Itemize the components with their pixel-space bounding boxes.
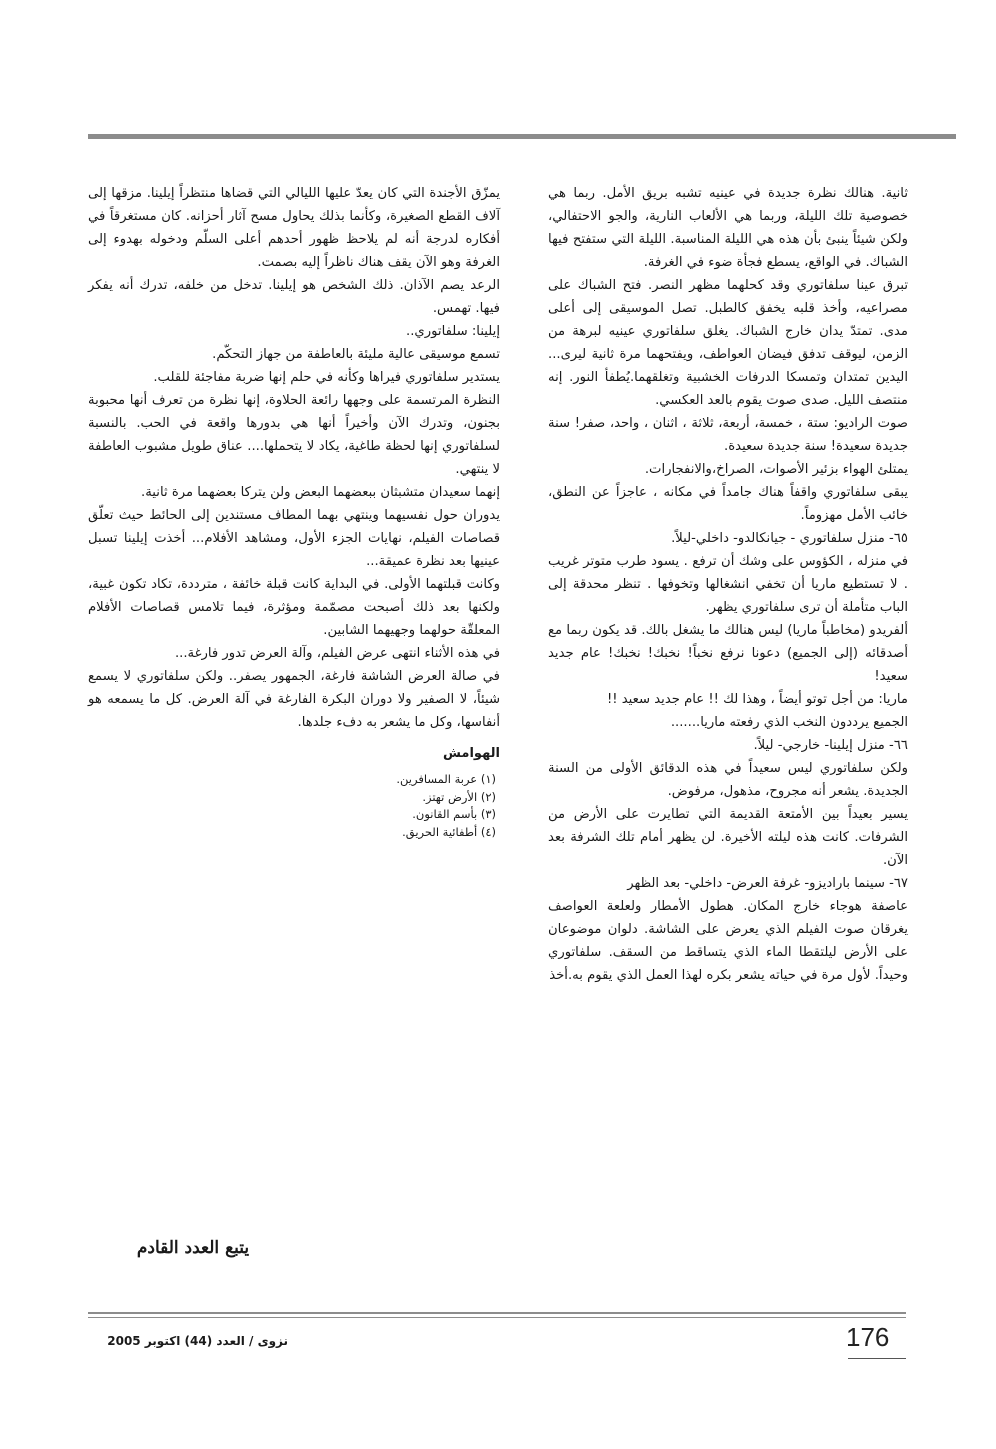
bottom-rule-thin xyxy=(88,1317,906,1318)
footnote-item: (٣) بأسم القانون. xyxy=(412,807,496,821)
paragraph: تسمع موسيقى عالية مليئة بالعاطفة من جهاز التحكّم. xyxy=(212,347,500,362)
paragraph: ثانية. هنالك نظرة جديدة في عينيه تشبه بريق الأمل. ربما هي خصوصية تلك الليلة، وربما هي الألعاب النارية، والجو الاحتفالي، ولكن شيئاً ينبئ بأن هذه هي الليلة المناسبة. الليلة التي ستفتح فيها الشباك. في الواقع، يسطع فجأة ضوء في الغرفة. xyxy=(548,186,908,270)
paragraph: الجميع يرددون النخب الذي رفعته ماريا....... xyxy=(670,715,908,730)
paragraph: يدوران حول نفسيهما وينتهي بهما المطاف مستندين إلى الحائط حيث تعلّق قصاصات الفيلم، نهايات الجزء الأول، ومشاهد الأفلام... أخذت إيلينا تسبل عينيها بعد نظرة عميقة... xyxy=(88,508,500,569)
paragraph: يستدير سلفاتوري فيراها وكأنه في حلم إنها ضربة مفاجئة للقلب. xyxy=(153,370,500,385)
paragraph: في منزله ، الكؤوس على وشك أن ترفع . يسود طرب متوتر غريب . لا تستطيع ماريا أن تخفي انشغالها وتخوفها . تنظر محدقة إلى الباب متأملة أن ترى سلفاتوري يظهر. xyxy=(548,554,908,615)
paragraph: الرعد يصم الآذان. ذلك الشخص هو إيلينا. تدخل من خلفه، تدرك أنه يفكر فيها. تهمس. xyxy=(88,278,500,316)
paragraph: ماريا: من أجل توتو أيضاً ، وهذا لك !! عام جديد سعيد !! xyxy=(606,692,908,707)
right-text-column xyxy=(548,182,908,987)
footnote-item: (٤) أطفائية الحريق. xyxy=(402,824,496,839)
paragraph: ألفريدو (مخاطباً ماريا) ليس هنالك ما يشغل بالك. قد يكون ربما مع أصدقائه (إلى الجميع) دعونا نرفع نخباً! نخبك! نخبك! عام جديد سعيد! xyxy=(548,623,908,684)
paragraph: إنهما سعيدان متشبثان ببعضهما البعض ولن يتركا بعضهما مرة ثانية. xyxy=(141,485,500,500)
footnotes-list xyxy=(88,771,500,841)
paragraph: وكانت قبلتهما الأولى. في البداية كانت قبلة خائفة ، مترددة، تكاد تكون غبية، ولكنها بعد ذلك أصبحت مصمّمة ومؤثرة، فيما تلامس قصاصات الأفلام المعلقّة حولهما وجهيهما الشابين. xyxy=(88,577,500,638)
paragraph: يمتلئ الهواء بزئير الأصوات، الصراخ،والانفجارات. xyxy=(644,462,908,477)
paragraph: تبرق عينا سلفاتوري وقد كحلهما مظهر النصر. فتح الشباك على مصراعيه، وأخذ قلبه يخفق كالطبل. تصل الموسيقى إلى أعلى مدى. تمتدّ يدان خارج الشباك. يغلق سلفاتوري عينيه لبرهة من الزمن، ليوقف تدفق فيضان العواطف، ويفتحهما مرة ثانية ليرى... اليدين تمتدان وتمسكا الدرفات الخشبية وتغلقهما.يُطفأ النور. إنه منتصف الليل. صدى صوت يقوم بالعد العكسي. xyxy=(548,278,908,408)
scene-heading: ٦٦- منزل إيلينا- خارجي- ليلاً. xyxy=(753,738,908,753)
left-text-column xyxy=(88,182,500,841)
scene-heading: ٦٥- منزل سلفاتوري - جيانكالدو- داخلي-ليلاً. xyxy=(671,531,908,546)
footnote-item: (١) عربة المسافرين. xyxy=(396,772,496,786)
paragraph: يبقى سلفاتوري واقفاً هناك جامداً في مكانه ، عاجزاً عن النطق، خائب الأمل مهزوماً. xyxy=(548,485,908,523)
issue-info: نزوى / العدد (44) اكتوبر 2005 xyxy=(107,1334,288,1348)
top-rule xyxy=(88,134,956,139)
paragraph: يسير بعيداً بين الأمتعة القديمة التي تطايرت على الأرض من الشرفات. كانت هذه ليلته الأخيرة. لن يظهر أمام تلك الشرفة بعد الآن. xyxy=(548,807,908,868)
page-number-underline xyxy=(848,1358,906,1359)
paragraph: في هذه الأثناء انتهى عرض الفيلم، وآلة العرض تدور فارغة... xyxy=(174,646,500,661)
paragraph: عاصفة هوجاء خارج المكان. هطول الأمطار ولعلعة العواصف يغرقان صوت الفيلم الذي يعرض على الشاشة. دلوان موضوعان على الأرض ليلتقطا الماء الذي يتساقط من السقف. سلفاتوري وحيداً. لأول مرة في حياته يشعر بكره لهذا العمل الذي يقوم به.أخذ xyxy=(548,899,908,983)
footnotes-heading: الهوامش xyxy=(443,746,500,761)
footnote-item: (٢) الأرض تهتز. xyxy=(422,789,496,804)
paragraph: في صالة العرض الشاشة فارغة، الجمهور يصفر.. ولكن سلفاتوري لا يسمع شيئاً، لا الصفير ولا دوران البكرة الفارغة في آلة العرض. كل ما يسمعه هو أنفاسها، وكل ما يشعر به دفء جلدها. xyxy=(88,669,500,730)
bottom-rule xyxy=(88,1312,906,1314)
paragraph: النظرة المرتسمة على وجهها رائعة الحلاوة، إنها نظرة من تعرف أنها محبوبة بجنون، وتدرك الآن وأخيراً أنها هي بدورها واقعة في الحب. بالنسبة لسلفاتوري إنها لحظة طاغية، يكاد لا يتحملها.... عناق طويل مشبوب العاطفة لا ينتهي. xyxy=(88,393,500,477)
paragraph: صوت الراديو: ستة ، خمسة، أربعة، ثلاثة ، اثنان ، واحد، صفر! سنة جديدة سعيدة! سنة جديدة سعيدة. xyxy=(548,416,908,454)
to-be-continued-note: يتبع العدد القادم xyxy=(136,1238,250,1258)
paragraph: إيلينا: سلفاتوري.. xyxy=(406,324,500,339)
paragraph: يمزّق الأجندة التي كان يعدّ عليها الليالي التي قضاها منتظراً إيلينا. مزقها إلى آلاف القطع الصغيرة، وكأنما بذلك يحاول مسح آثار أحزانه. كان مستغرقاً في أفكاره لدرجة أنه لم يلاحظ ظهور أحدهم أعلى السلّم ودخوله بهدوء إلى الغرفة وهو الآن يقف هناك ناظراً إليه بصمت. xyxy=(88,186,500,270)
paragraph: ولكن سلفاتوري ليس سعيداً في هذه الدقائق الأولى من السنة الجديدة. يشعر أنه مجروح، مذهول، مرفوض. xyxy=(548,761,908,799)
scene-heading: ٦٧- سينما باراديزو- غرفة العرض- داخلي- بعد الظهر xyxy=(627,876,908,891)
page-number: 176 xyxy=(846,1322,890,1352)
